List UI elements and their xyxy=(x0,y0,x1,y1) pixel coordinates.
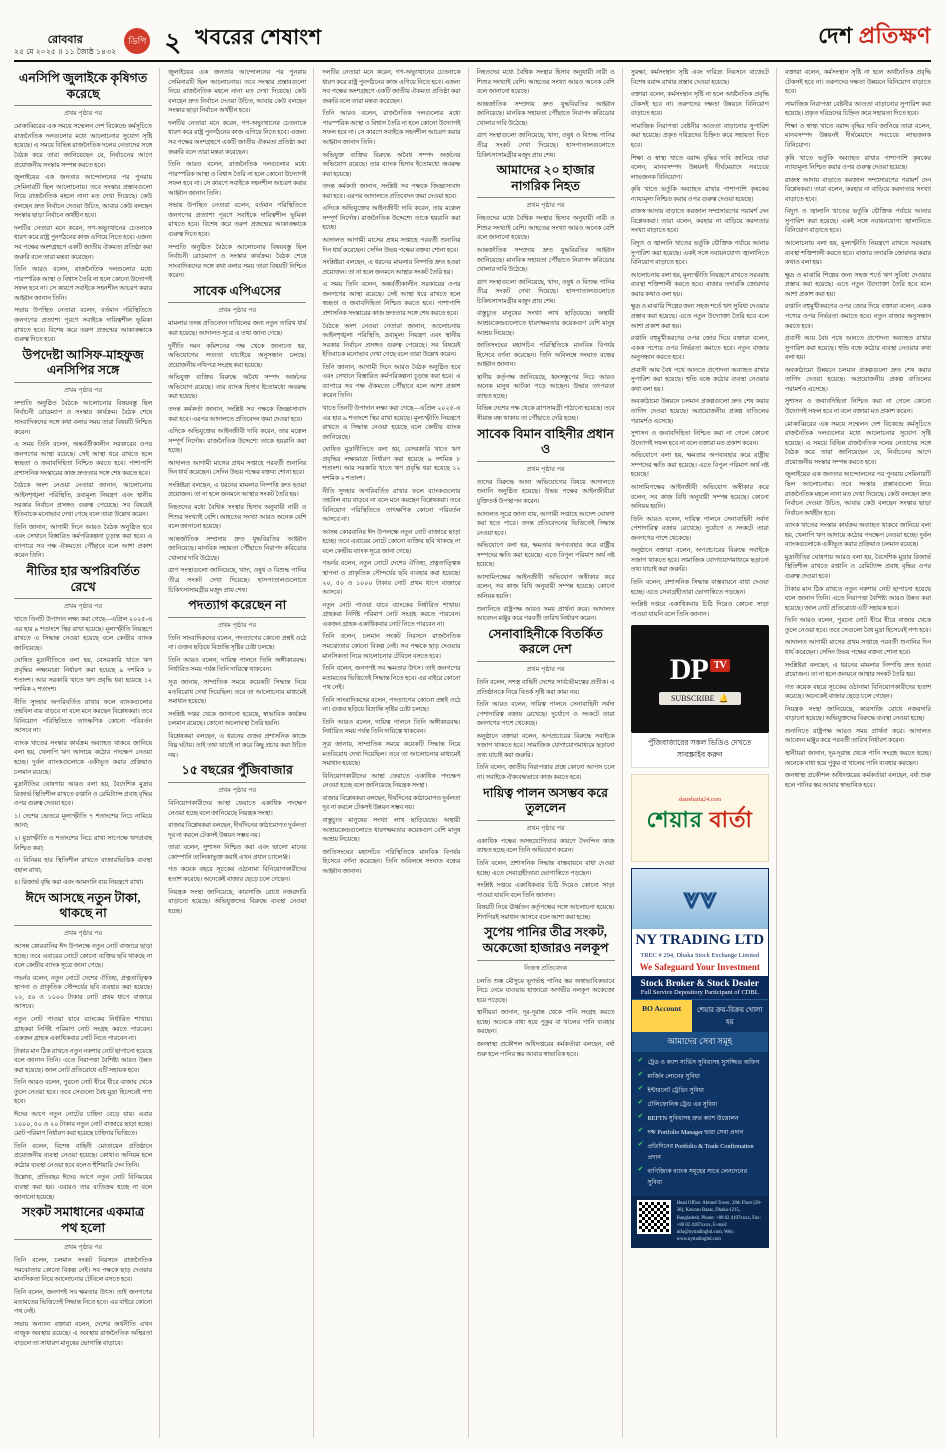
article-paragraph: ঘোষিত মুদ্রানীতিতে বলা হয়, বেসরকারি খাতে ঋণ প্রবৃদ্ধির লক্ষ্যমাত্রা নির্ধারণ করা হয়েছে ৯ দশমিক ৮ শতাংশ। আর সরকারি খাতে ঋণ প্রবৃদ্ধি ধরা হয়েছে ১২ দশমিক ২ শতাংশ। xyxy=(322,446,461,482)
article-paragraph: তিনি আরও বলেন, রাজনৈতিক দলগুলোর মধ্যে পারস্পরিক আস্থা ও বিশ্বাস তৈরি না হলে কোনো উদ্যোগই সফল হবে না। সে কারণে সবাইকে সহনশীল আচরণ করার আহ্বান জানান তিনি। xyxy=(168,161,307,197)
sharebarta-title-first: শেয়ার xyxy=(646,806,703,832)
article-paragraph: ক্ষুদ্র ও মাঝারি শিল্পের জন্য সহজ শর্তে ঋণ সুবিধা দেওয়ার প্রস্তাব করা হয়েছে। এতে নতুন উদ্যোক্তা তৈরি হবে বলে আশা প্রকাশ করা হয়। xyxy=(630,303,769,330)
article-headline: সুপেয় পানির তীব্র সংকট, অকেজো হাজারও নলকূপ xyxy=(477,925,615,960)
ny-trading-trec: TREC # 294, Dhaka Stock Exchange Limited xyxy=(632,952,768,962)
dp-tv-logo-icon xyxy=(670,653,730,687)
article-headline: এনসিপি জুলাইকে কৃষিগত করেছে xyxy=(14,71,152,106)
article-paragraph: শুনানিতে রাষ্ট্রপক্ষ আরও সময় প্রার্থনা করে। আদালত আবেদন মঞ্জুর করে পরবর্তী তারিখ নির্ধারণ করেন। xyxy=(476,605,615,623)
article-paragraph: দলটির নেতারা মনে করেন, গণ-অভ্যুত্থানের চেতনাকে ধারণ করে রাষ্ট্র পুনর্গঠনের কাজ এগিয়ে নিতে হবে। এজন্য সব পক্ষের অংশগ্রহণে একটি জাতীয় ঐকমত্য প্রতিষ্ঠা করা জরুরি বলে তারা মন্তব্য করেছেন। xyxy=(322,69,461,105)
article-paragraph: অনুষ্ঠানে বক্তারা বলেন, অপপ্রচারের বিরুদ্ধে সবাইকে সজাগ থাকতে হবে। সামাজিক যোগাযোগমাধ্যমে ছড়ানো তথ্য যাচাই করা জরুরি। xyxy=(630,547,769,574)
check-icon: ✔ xyxy=(637,1140,644,1149)
article-paragraph: মামলার তদন্ত প্রতিবেদন দাখিলের জন্য নতুন তারিখ ধার্য করা হয়েছে। আদালত সূত্রে এ তথ্য জানা গেছে। xyxy=(168,320,307,337)
service-item xyxy=(638,1127,762,1138)
article-paragraph: জুলাইয়ের এক জনতার আন্দোলনের পর পুনরায় সেমিনারটি ছিল আলোচনায়। তবে সংস্কার প্রস্তাবগুলো নিয়ে রাজনৈতিক মহলে নানা মত দেখা দিয়েছে। কেউ বলছেন দ্রুত নির্বাচন দেওয়া উচিত, আবার কেউ বলছেন সংস্কার ছাড়া নির্বাচন অর্থহীন হবে। xyxy=(784,471,931,517)
check-icon: ✔ xyxy=(637,1056,644,1065)
article-paragraph: তদন্ত কর্মকর্তা জানান, সংশ্লিষ্ট সব পক্ষকে জিজ্ঞাসাবাদ করা হবে। এরপর আদালতে প্রতিবেদন জমা দেওয়া হবে। xyxy=(168,405,307,423)
article-paragraph: রপ্তানি বহুমুখীকরণের ওপর জোর দিয়ে বক্তারা বলেন, একক পণ্যের ওপর নির্ভরতা কমাতে হবে। নতুন বাজার অনুসন্ধান করতে হবে। xyxy=(630,335,769,362)
bell-icon: 🔔 xyxy=(718,694,729,704)
ad-dp-tv-caption: পুঁজিবাজারের সকল ভিডিও দেখতে সাবস্ক্রাইব করুন xyxy=(631,733,769,768)
ny-trading-services-title: আমাদের সেবা সমূহ xyxy=(632,1032,768,1052)
publication-date: ২৫ মে ২০২৫ ॥ ১১ জ্যৈষ্ঠ ১৪৩২ xyxy=(14,46,117,56)
service-item xyxy=(638,1113,762,1124)
article-byline: প্রথম পৃষ্ঠার পর xyxy=(218,787,257,795)
article-byline: প্রথম পৃষ্ঠার পর xyxy=(218,621,257,629)
article-paragraph: এদিকে অভিযুক্তের আইনজীবী দাবি করেন, তার মক্কেল সম্পূর্ণ নির্দোষ। রাজনৈতিক উদ্দেশ্যে তাকে হয়রানি করা হচ্ছে। xyxy=(168,428,307,455)
service-item xyxy=(638,1141,762,1163)
article-paragraph: মোকাব্বিরের এক সময়ে সম্মেলন দেশ বিকেন্দ্রে কর্মসূচিতে রাজনৈতিক দলগুলোর মধ্যে আলোচনার সুযোগ সৃষ্টি হয়েছে। এ সময়ে বিভিন্ন রাজনৈতিক দলের নেতাদের সঙ্গে বৈঠক করে তারা জানিয়েছেন যে, নির্বাচনের আগে প্রয়োজনীয় সংস্কার সম্পন্ন করতে হবে। xyxy=(784,420,931,466)
article-paragraph: তিনি আরও বলেন, রাজনৈতিক দলগুলোর মধ্যে পারস্পরিক আস্থা ও বিশ্বাস তৈরি না হলে কোনো উদ্যোগই সফল হবে না। সে কারণে সবাইকে সহনশীল আচরণ করার আহ্বান জানান তিনি। xyxy=(14,266,153,302)
article-paragraph: তিনি আরও বলেন, দায়িত্ব পালনে সেনাবাহিনী সর্বদা পেশাদারিত্ব বজায় রেখেছে। দুর্যোগে ও সংকটে তারা জনগণের পাশে থেকেছে। xyxy=(476,701,615,728)
check-icon: ✔ xyxy=(637,1098,644,1107)
ny-trading-services-list xyxy=(632,1052,768,1196)
article-paragraph: তিনি বলেন, সশস্ত্র বাহিনী দেশের সার্বভৌমত্বের প্রতীক। এ প্রতিষ্ঠানকে নিয়ে বিতর্ক সৃষ্টি করা কাম্য নয়। xyxy=(476,678,615,696)
article-paragraph: নিয়ন্ত্রক সংস্থা জানিয়েছে, কারসাজি রোধে নজরদারি বাড়ানো হয়েছে। অভিযুক্তদের বিরুদ্ধে ব্যবস্থা নেওয়া হচ্ছে। xyxy=(784,705,931,723)
qr-code-icon xyxy=(637,1200,671,1234)
ny-trading-hero-image xyxy=(632,869,768,929)
dp-logo-text: DP xyxy=(669,653,708,687)
article-paragraph: আলোচনায় বলা হয়, মূল্যস্ফীতি নিয়ন্ত্রণে রাখতে সরবরাহ ব্যবস্থা শক্তিশালী করতে হবে। বাজার তদারকি জোরদার করার কথাও বলা হয়। xyxy=(784,240,931,267)
article-paragraph: সংশ্লিষ্টরা বলছেন, এ ধরনের মামলার নিষ্পত্তি দ্রুত হওয়া প্রয়োজন। তা না হলে জনমনে আস্থার সংকট তৈরি হয়। xyxy=(784,661,931,679)
column-1 xyxy=(14,68,160,1438)
article-paragraph: ক্ষুদ্র ও মাঝারি শিল্পের জন্য সহজ শর্তে ঋণ সুবিধা দেওয়ার প্রস্তাব করা হয়েছে। এতে নতুন উদ্যোক্তা তৈরি হবে বলে আশা প্রকাশ করা হয়। xyxy=(784,271,931,298)
article-paragraph: জুলাইয়ের এক জনতার আন্দোলনের পর পুনরায় সেমিনারটি ছিল আলোচনায়। তবে সংস্কার প্রস্তাবগুলো নিয়ে রাজনৈতিক মহলে নানা মত দেখা দিয়েছে। কেউ বলছেন দ্রুত নির্বাচন দেওয়া উচিত, আবার কেউ বলছেন সংস্কার ছাড়া নির্বাচন অর্থহীন হবে। xyxy=(168,69,307,115)
article-paragraph: তাদের বিরুদ্ধে আনা অভিযোগের বিষয়ে আদালতে শুনানি অনুষ্ঠিত হয়েছে। উভয় পক্ষের আইনজীবীরা যুক্তিতর্ক উপস্থাপন করেন। xyxy=(476,478,615,505)
article-paragraph: আদালত আগামী মাসের প্রথম সপ্তাহে পরবর্তী শুনানির দিন ধার্য করেছেন। সেদিন উভয় পক্ষের বক্তব্য শোনা হবে। xyxy=(322,237,461,254)
article-paragraph: তিনি সাংবাদিকদের বলেন, পদত্যাগের কোনো প্রশ্নই ওঠে না। গুজব ছড়িয়ে বিভ্রান্তি সৃষ্টির চেষ্টা চলছে। xyxy=(322,696,461,714)
article-paragraph: জুলাইয়ের এক জনতার আন্দোলনের পর পুনরায় সেমিনারটি ছিল আলোচনায়। তবে সংস্কার প্রস্তাবগুলো নিয়ে রাজনৈতিক মহলে নানা মত দেখা দিয়েছে। কেউ বলছেন দ্রুত নির্বাচন দেওয়া উচিত, আবার কেউ বলছেন সংস্কার ছাড়া নির্বাচন অর্থহীন হবে। xyxy=(14,174,153,220)
article-paragraph: বক্তারা বলেন, কর্মসংস্থান সৃষ্টি না হলে অর্থনৈতিক প্রবৃদ্ধি টেকসই হবে না। তরুণদের দক্ষতা উন্নয়নে বিনিয়োগ বাড়াতে হবে। xyxy=(784,69,931,96)
column-5 xyxy=(631,68,777,1438)
article-paragraph: সামাজিক নিরাপত্তা বেষ্টনীর আওতা বাড়ানোর সুপারিশ করা হয়েছে। প্রকৃত দরিদ্রদের চিহ্নিত করে সহায়তা দিতে হবে। xyxy=(630,122,769,149)
section-title: খবরের শেষাংশ xyxy=(195,25,322,49)
article-paragraph: ঘোষিত মুদ্রানীতিতে বলা হয়, বেসরকারি খাতে ঋণ প্রবৃদ্ধির লক্ষ্যমাত্রা নির্ধারণ করা হয়েছে ৯ দশমিক ৮ শতাংশ। আর সরকারি খাতে ঋণ প্রবৃদ্ধি ধরা হয়েছে ১২ দশমিক ২ শতাংশ। xyxy=(14,657,153,694)
service-item xyxy=(638,1166,762,1188)
article-paragraph: সুরক্ষা, কর্মসংস্থান সৃষ্টি এবং দারিদ্র্য নিরসনে বাজেটে বিশেষ বরাদ্দ রাখার প্রস্তাব দেওয়া হয়েছে। xyxy=(630,69,769,86)
article-paragraph: ত্রাণ সংস্থাগুলো জানিয়েছে, খাদ্য, ওষুধ ও বিশুদ্ধ পানির তীব্র সংকট দেখা দিয়েছে। হাসপাতালগুলোতে চিকিৎসাসামগ্রীর মজুদ প্রায় শেষ। xyxy=(476,278,615,305)
sharebarta-title-second: বার্তা xyxy=(709,806,753,832)
article-paragraph: ব্যাংক খাতের সংস্কার কার্যক্রম অব্যাহত থাকবে জানিয়ে বলা হয়, খেলাপি ঋণ আদায়ে কঠোর পদক্ষেপ নেওয়া হচ্ছে। দুর্বল ব্যাংকগুলোকে একীভূত করার প্রক্রিয়াও চলমান রয়েছে। xyxy=(14,739,153,776)
ny-trading-bar-title: Stock Broker & Stock Dealer xyxy=(640,979,759,990)
article-paragraph: তিনি আরও বলেন, দায়িত্ব পালনে তিনি অঙ্গীকারবদ্ধ। নির্ধারিত সময় পর্যন্ত তিনি দায়িত্বে থাকবেন। xyxy=(322,718,461,736)
article-paragraph: খাতে তিনটি উপাদান লক্ষ্য করা গেছে—এপ্রিল ২০২৫-এ এর হার ৯ শতাংশে স্থির রাখা হয়েছে। মূল্যস্ফীতি নিয়ন্ত্রণে রাখতে এ সিদ্ধান্ত নেওয়া হয়েছে বলে কেন্দ্রীয় ব্যাংক জানিয়েছে। xyxy=(14,616,153,652)
service-item xyxy=(638,1071,762,1082)
service-label: BEFTN সুবিধাসহ দ্রুত ক্যাশ উত্তোলন xyxy=(647,1115,739,1123)
article-paragraph: সুশাসন ও জবাবদিহিতা নিশ্চিত করা না গেলে কোনো উদ্যোগই সফল হবে না বলে বক্তারা মত প্রকাশ করেন। xyxy=(784,398,931,415)
article-paragraph: শুনানিতে রাষ্ট্রপক্ষ আরও সময় প্রার্থনা করে। আদালত আবেদন মঞ্জুর করে পরবর্তী তারিখ নির্ধারণ করেন। xyxy=(784,727,931,745)
article-paragraph: অবকাঠামো উন্নয়নে চলমান প্রকল্পগুলো দ্রুত শেষ করার তাগিদ দেওয়া হয়েছে। অপ্রয়োজনীয় প্রকল্প বাতিলের পরামর্শও এসেছে। xyxy=(630,398,769,425)
column-3 xyxy=(322,68,468,1438)
article-list-item: ১। দেশের ভেতরে মূল্যস্ফীতি ৭ শতাংশের নিচে নামিয়ে আনা; xyxy=(14,812,153,830)
article-paragraph: বিভিন্ন দেশের পক্ষ থেকে ত্রাণসামগ্রী পাঠানো হয়েছে। তবে সীমান্ত বন্ধ থাকায় তা পৌঁছাতে দেরি হচ্ছে। xyxy=(476,405,615,422)
article-paragraph: বিদ্যুৎ ও জ্বালানি খাতের ভর্তুকি যৌক্তিক পর্যায়ে আনার সুপারিশ করা হয়েছে। একই সঙ্গে নবায়নযোগ্য জ্বালানিতে বিনিয়োগ বাড়াতে হবে। xyxy=(630,240,769,267)
subscribe-button[interactable] xyxy=(659,692,741,705)
publication-day: রোববার xyxy=(47,33,83,46)
article-paragraph: টাকার মান ঠিক রাখতে নতুন নকশার নোট ছাপানো হয়েছে বলে জানান তিনি। এতে নিরাপত্তা বৈশিষ্ট্য আরও উন্নত করা হয়েছে। জাল নোট প্রতিরোধে এটি সহায়ক হবে। xyxy=(784,585,931,612)
article-paragraph: মুদ্রানীতির ঘোষণায় আরও বলা হয়, বৈদেশিক মুদ্রার রিজার্ভ স্থিতিশীল রাখতে রপ্তানি ও রেমিট্যান্স প্রবাহ বৃদ্ধির ওপর গুরুত্ব দেওয়া হবে। xyxy=(784,553,931,580)
article-paragraph: আসামিপক্ষের আইনজীবী অভিযোগ অস্বীকার করে বলেন, সব কাজ বিধি অনুযায়ী সম্পন্ন হয়েছে। কোনো অনিয়ম হয়নি। xyxy=(630,483,769,511)
article-paragraph: সভায় অন্যান্য বক্তারা বলেন, দেশের অর্থনীতি এখন নাজুক অবস্থায় রয়েছে। এ অবস্থায় রাজনৈতিক অস্থিরতা বাড়লে তা সাধারণ মানুষের ভোগান্তি বাড়াবে। xyxy=(14,1320,153,1347)
article-paragraph: প্রবাসী আয় বৈধ পথে আনতে প্রণোদনা অব্যাহত রাখার সুপারিশ করা হয়েছে। হুন্ডি বন্ধে কঠোর ব্যবস্থা নেওয়ার কথা বলা হয়। xyxy=(630,366,769,393)
article-paragraph: বিষয়টি নিয়ে ঊর্ধ্বতন কর্তৃপক্ষের সঙ্গে আলোচনা হয়েছে। শিগগিরই সমাধান আসবে বলে আশা করা হচ্ছে। xyxy=(476,904,615,921)
article-paragraph: তিনি বলেন, প্রশাসনিক সিদ্ধান্ত বাস্তবায়নে বাধা দেওয়া হচ্ছে। এতে সেবাগ্রহীতারা ভোগান্তিতে পড়ছেন। xyxy=(476,859,615,877)
service-item xyxy=(638,1057,762,1068)
article-paragraph: আদালত আগামী মাসের প্রথম সপ্তাহে পরবর্তী শুনানির দিন ধার্য করেছেন। সেদিন উভয় পক্ষের বক্তব্য শোনা হবে। xyxy=(784,639,931,656)
article-byline: প্রথম পৃষ্ঠার পর xyxy=(64,1244,103,1252)
article-paragraph: নিয়ন্ত্রক সংস্থা জানিয়েছে, কারসাজি রোধে নজরদারি বাড়ানো হয়েছে। অভিযুক্তদের বিরুদ্ধে ব্যবস্থা নেওয়া হচ্ছে। xyxy=(168,888,307,915)
article-paragraph: সভায় উপস্থিত নেতারা বলেন, বর্তমান পরিস্থিতিতে জনগণের প্রত্যাশা পূরণে সবাইকে দায়িত্বশীল ভূমিকা রাখতে হবে। বিশেষ করে তরুণ প্রজন্মের আকাঙ্ক্ষাকে গুরুত্ব দিতে হবে। xyxy=(14,307,153,344)
article-paragraph: মোকাব্বিরের এক সময়ে সম্মেলন দেশ বিকেন্দ্রে কর্মসূচিতে রাজনৈতিক দলগুলোর মধ্যে আলোচনার সুযোগ সৃষ্টি হয়েছে। এ সময়ে বিভিন্ন রাজনৈতিক দলের নেতাদের সঙ্গে বৈঠক করে তারা জানিয়েছেন যে, নির্বাচনের আগে প্রয়োজনীয় সংস্কার সম্পন্ন করতে হবে। xyxy=(14,123,153,169)
article-paragraph: বাস্তুচ্যুত মানুষের সংখ্যা লাখ ছাড়িয়েছে। অস্থায়ী আশ্রয়কেন্দ্রগুলোতে ধারণক্ষমতার কয়েকগুণ বেশি মানুষ আশ্রয় নিয়েছে। xyxy=(322,816,461,844)
article-paragraph: অভিযুক্ত ব্যক্তির বিরুদ্ধে অবৈধ সম্পদ অর্জনের অভিযোগ রয়েছে। তার ব্যাংক হিসাব ইতোমধ্যে অবরুদ্ধ করা হয়েছে। xyxy=(168,374,307,401)
article-paragraph: জাতিসংঘের মহাসচিব পরিস্থিতিকে মানবিক বিপর্যয় হিসেবে বর্ণনা করেছেন। তিনি অবিলম্বে সংঘাত বন্ধের আহ্বান জানান। xyxy=(322,848,461,875)
article-byline: প্রথম পৃষ্ঠার পর xyxy=(526,202,565,210)
masthead-left xyxy=(14,21,322,56)
ad-dp-tv-banner[interactable] xyxy=(631,625,769,733)
sharebarta-url: sharebarta24.com xyxy=(678,796,721,803)
article-headline: আমাদের ২০ হাজার নাগরিক নিহত xyxy=(477,163,615,198)
article-paragraph: তিনি আরও বলেন, দায়িত্ব পালনে তিনি অঙ্গীকারবদ্ধ। নির্ধারিত সময় পর্যন্ত তিনি দায়িত্বে থাকবেন। xyxy=(168,656,307,674)
article-paragraph: সভায় উপস্থিত নেতারা বলেন, বর্তমান পরিস্থিতিতে জনগণের প্রত্যাশা পূরণে সবাইকে দায়িত্বশীল ভূমিকা রাখতে হবে। বিশেষ করে তরুণ প্রজন্মের আকাঙ্ক্ষাকে গুরুত্ব দিতে হবে। xyxy=(168,202,307,238)
article-paragraph: তিনি আরও বলেন, পুরনো নোট ধীরে ধীরে বাজার থেকে তুলে নেওয়া হবে। তবে সেগুলো বৈধ মুদ্রা হিসেবেই গণ্য হবে। xyxy=(784,617,931,634)
service-label: ইন্টারনেট ট্রেডিং সুবিধা xyxy=(647,1087,704,1095)
article-paragraph: জাতিসংঘের মহাসচিব পরিস্থিতিকে মানবিক বিপর্যয় হিসেবে বর্ণনা করেছেন। তিনি অবিলম্বে সংঘাত বন্ধের আহ্বান জানান। xyxy=(476,342,615,369)
article-paragraph: দলটির নেতারা মনে করেন, গণ-অভ্যুত্থানের চেতনাকে ধারণ করে রাষ্ট্র পুনর্গঠনের কাজ এগিয়ে নিতে হবে। এজন্য সব পক্ষের অংশগ্রহণে একটি জাতীয় ঐকমত্য প্রতিষ্ঠা করা জরুরি বলে তারা মন্তব্য করেছেন। xyxy=(14,224,153,261)
bo-account-label: BO Account xyxy=(632,1000,692,1032)
article-byline: প্রথম পৃষ্ঠার পর xyxy=(218,307,257,315)
article-paragraph: টাকার মান ঠিক রাখতে নতুন নকশার নোট ছাপানো হয়েছে বলে জানান তিনি। এতে নিরাপত্তা বৈশিষ্ট্য আরও উন্নত করা হয়েছে। জাল নোট প্রতিরোধে এটি সহায়ক হবে। xyxy=(14,1047,153,1074)
dp-round-logo-icon: ডিপি xyxy=(124,28,150,54)
article-paragraph: বিশ্লেষকরা বলছেন, এ ধরনের গুজব প্রশাসনিক কাজে বিঘ্ন ঘটায়। তাই তথ্য যাচাই না করে কিছু প্রচার করা উচিত নয়। xyxy=(168,732,307,759)
article-paragraph: সুশাসন ও জবাবদিহিতা নিশ্চিত করা না গেলে কোনো উদ্যোগই সফল হবে না বলে বক্তারা মত প্রকাশ করেন। xyxy=(630,430,769,447)
article-paragraph: অভিযুক্ত ব্যক্তির বিরুদ্ধে অবৈধ সম্পদ অর্জনের অভিযোগ রয়েছে। তার ব্যাংক হিসাব ইতোমধ্যে অবরুদ্ধ করা হয়েছে। xyxy=(322,151,461,178)
article-headline: উপদেষ্টা আসিফ-মাহফুজ এনসিপির সঙ্গে xyxy=(14,348,152,383)
article-paragraph: সংশ্লিষ্ট দপ্তরে একাধিকবার চিঠি দিয়েও কোনো সাড়া পাওয়া যায়নি বলে তিনি জানান। xyxy=(630,601,769,618)
column-6 xyxy=(785,68,931,1438)
article-paragraph: তিনি বলেন, চলমান সংকট নিরসনে রাজনৈতিক সমঝোতার কোনো বিকল্প নেই। সব পক্ষকে ছাড় দেওয়ার মানসিকতা নিয়ে আলোচনার টেবিলে বসতে হবে। xyxy=(322,633,461,660)
article-paragraph: আসন্ন কোরবানির ঈদ উপলক্ষে নতুন নোট বাজারে ছাড়া হচ্ছে। তবে এবারের নোটে কোনো ব্যক্তির ছবি থাকছে না বলে কেন্দ্রীয় ব্যাংক সূত্রে জানা গেছে। xyxy=(322,528,461,555)
article-paragraph: নতুন নোট পাওয়া যাবে ব্যাংকের নির্ধারিত শাখায়। গ্রাহকরা নির্দিষ্ট পরিমাণ নোট সংগ্রহ করতে পারবেন। একজন গ্রাহক একাধিকবার নোট নিতে পারবেন না। xyxy=(322,601,461,628)
article-paragraph: তিনি জানান, আগামী দিনে আরও বৈঠক অনুষ্ঠিত হবে এবং সেখানে বিস্তারিত কর্মপরিকল্পনা চূড়ান্ত করা হবে। এ ব্যাপারে সব পক্ষ ঐকমত্যে পৌঁছাবে বলে আশা প্রকাশ করেন তিনি। xyxy=(322,363,461,400)
ad-sharebarta[interactable] xyxy=(631,774,769,862)
article-headline: সেনাবাহিনীকে বিতর্কিত করলে দেশ xyxy=(477,627,615,662)
check-icon: ✔ xyxy=(637,1126,644,1135)
article-paragraph: দুর্নীতি দমন কমিশনের পক্ষ থেকে জানানো হয়, অভিযোগের সত্যতা যাচাইয়ে অনুসন্ধান চলছে। প্রয়োজনীয় নথিপত্র সংগ্রহ করা হয়েছে। xyxy=(168,342,307,369)
brand-first-word: দেশ xyxy=(818,23,853,48)
article-paragraph: সংশ্লিষ্ট দপ্তর থেকে জানানো হয়েছে, স্বাভাবিক কার্যক্রম চলমান রয়েছে। কোনো অচলাবস্থা তৈরি হয়নি। xyxy=(168,710,307,728)
article-paragraph: দলটির নেতারা মনে করেন, গণ-অভ্যুত্থানের চেতনাকে ধারণ করে রাষ্ট্র পুনর্গঠনের কাজ এগিয়ে নিতে হবে। এজন্য সব পক্ষের অংশগ্রহণে একটি জাতীয় ঐকমত্য প্রতিষ্ঠা করা জরুরি বলে তারা মন্তব্য করেছেন। xyxy=(168,119,307,156)
column-2 xyxy=(168,68,314,1438)
article-paragraph: গত কয়েক বছরে সূচকের ওঠানামা বিনিয়োগকারীদের হতাশ করেছে। অনেকেই বাজার ছেড়ে চলে গেছেন। xyxy=(784,683,931,701)
ny-trading-services-bar xyxy=(632,976,768,999)
article-paragraph: তিনি আরও বলেন, দায়িত্ব পালনে সেনাবাহিনী সর্বদা পেশাদারিত্ব বজায় রেখেছে। দুর্যোগে ও সংকটে তারা জনগণের পাশে থেকেছে। xyxy=(630,515,769,542)
article-byline: প্রথম পৃষ্ঠার পর xyxy=(64,386,103,394)
service-label: বাণিজ্যিক ব্যাংক সমূহের সাথে লেনদেনের সুবিধা xyxy=(647,1168,748,1187)
article-paragraph: বাস্তুচ্যুত মানুষের সংখ্যা লাখ ছাড়িয়েছে। অস্থায়ী আশ্রয়কেন্দ্রগুলোতে ধারণক্ষমতার কয়েকগুণ বেশি মানুষ আশ্রয় নিয়েছে। xyxy=(476,310,615,337)
service-label: প্রতিদিনের Portfolio & Trade Confirmation প্রদান xyxy=(647,1143,754,1162)
article-paragraph: বিনিয়োগকারীদের আস্থা ফেরাতে একাধিক পদক্ষেপ নেওয়া হচ্ছে বলে জানিয়েছে নিয়ন্ত্রক সংস্থা। xyxy=(322,772,461,790)
masthead-right xyxy=(818,19,931,56)
article-paragraph: তিনি বলেন, বিশেষ বাহিনী মোতায়েন প্রতিষ্ঠানে প্রয়োজনীয় ব্যবস্থা নেওয়া হয়েছে। কোথাও অনিয়ম হলে কঠোর ব্যবস্থা নেওয়া হবে বলেও হুঁশিয়ারি দেন তিনি। xyxy=(14,1142,153,1169)
subscribe-label: SUBSCRIBE xyxy=(670,694,715,704)
article-paragraph: তিনি আরও বলেন, পুরনো নোট ধীরে ধীরে বাজার থেকে তুলে নেওয়া হবে। তবে সেগুলো বৈধ মুদ্রা হিসেবেই গণ্য হবে। xyxy=(14,1079,153,1106)
article-paragraph: তারা বলেন, সুশাসন নিশ্চিত করা এবং ভালো মানের কোম্পানি তালিকাভুক্ত করাই এখন প্রধান চ্যালেঞ্জ। xyxy=(168,844,307,861)
tv-badge: TV xyxy=(710,659,730,672)
sharebarta-title xyxy=(647,803,753,840)
article-headline: নীতির হার অপরিবর্তিত রেখে xyxy=(14,564,152,599)
service-item xyxy=(638,1099,762,1110)
article-paragraph: নতুন নোট পাওয়া যাবে ব্যাংকের নির্ধারিত শাখায়। গ্রাহকরা নির্দিষ্ট পরিমাণ নোট সংগ্রহ করতে পারবেন। একজন গ্রাহক একাধিকবার নোট নিতে পারবেন না। xyxy=(14,1015,153,1043)
article-list-item: ৩। বিনিময় হার স্থিতিশীল রাখতে বাজারভিত্তিক ব্যবস্থা বহাল রাখা; xyxy=(14,857,153,874)
article-paragraph: চলতি শুষ্ক মৌসুমে ভূগর্ভস্থ পানির স্তর অস্বাভাবিকভাবে নিচে নেমে যাওয়ায় হাজারো অগভীর নলকূপ অকেজো হয়ে পড়েছে। xyxy=(476,977,615,1004)
ny-trading-account-row xyxy=(632,999,768,1032)
article-headline: সংকট সমাধানের একমাত্র পথ হলো xyxy=(14,1205,152,1240)
check-icon: ✔ xyxy=(637,1165,644,1174)
article-paragraph: কৃষি খাতে ভর্তুকি অব্যাহত রাখার পাশাপাশি কৃষকের ন্যায্যমূল্য নিশ্চিত করার ওপর গুরুত্ব দেওয়া হয়েছে। xyxy=(784,154,931,172)
ny-trading-footer xyxy=(632,1196,768,1247)
service-label: দক্ষ Portfolio Manager দ্বারা সেবা প্রদান xyxy=(647,1129,744,1137)
service-label: টেলিফোনিক ট্রেড এর সুবিধা xyxy=(647,1101,718,1109)
article-paragraph: সংশ্লিষ্ট দপ্তরে একাধিকবার চিঠি দিয়েও কোনো সাড়া পাওয়া যায়নি বলে তিনি জানান। xyxy=(476,882,615,899)
article-byline: প্রথম পৃষ্ঠার পর xyxy=(64,603,103,611)
article-paragraph: আসন্ন কোরবানির ঈদ উপলক্ষে নতুন নোট বাজারে ছাড়া হচ্ছে। তবে এবারের নোটে কোনো ব্যক্তির ছবি থাকছে না বলে কেন্দ্রীয় ব্যাংক সূত্রে জানা গেছে। xyxy=(14,943,153,970)
article-paragraph: গভর্নর বলেন, নতুন নোটে দেশের ঐতিহ্য, প্রত্নতাত্ত্বিক স্থাপনা ও প্রাকৃতিক সৌন্দর্যের ছবি ব্যবহার করা হয়েছে। ২০, ৫০ ও ১০০০ টাকার নোট প্রথম ধাপে বাজারে আসবে। xyxy=(14,974,153,1011)
article-paragraph: সংশ্লিষ্টরা বলছেন, এ ধরনের মামলার নিষ্পত্তি দ্রুত হওয়া প্রয়োজন। তা না হলে জনমনে আস্থার সংকট তৈরি হয়। xyxy=(168,481,307,499)
article-paragraph: ব্যাংক খাতের সংস্কার কার্যক্রম অব্যাহত থাকবে জানিয়ে বলা হয়, খেলাপি ঋণ আদায়ে কঠোর পদক্ষেপ নেওয়া হচ্ছে। দুর্বল ব্যাংকগুলোকে একীভূত করার প্রক্রিয়াও চলমান রয়েছে। xyxy=(784,522,931,549)
article-paragraph: সূত্র জানায়, সাম্প্রতিক সময়ে কয়েকটি সিদ্ধান্ত নিয়ে মতবিরোধ দেখা দিয়েছিল। তবে তা আলোচনার মাধ্যমেই সমাধান হয়েছে। xyxy=(322,741,461,768)
article-byline: প্রথম পৃষ্ঠার পর xyxy=(526,465,565,473)
article-paragraph: তিনি সাংবাদিকদের বলেন, পদত্যাগের কোনো প্রশ্নই ওঠে না। গুজব ছড়িয়ে বিভ্রান্তি সৃষ্টির চেষ্টা চলছে। xyxy=(168,634,307,652)
article-paragraph: রাজস্ব আদায় বাড়াতে করজাল সম্প্রসারণের পরামর্শ দেন বিশ্লেষকরা। তারা বলেন, করহার না বাড়িয়ে করদাতার সংখ্যা বাড়াতে হবে। xyxy=(630,208,769,235)
article-byline: প্রথম পৃষ্ঠার পর xyxy=(526,665,565,673)
article-paragraph: নিহতদের মধ্যে বৈশ্বিক সংস্থার হিসাব অনুযায়ী নারী ও শিশুর সংখ্যাই বেশি। আহতের সংখ্যা আরও অনেক বেশি বলে জানানো হয়েছে। xyxy=(168,504,307,531)
article-paragraph: শিক্ষা ও স্বাস্থ্য খাতে বরাদ্দ বৃদ্ধির দাবি জানিয়ে তারা বলেন, মানবসম্পদ উন্নয়নই দীর্ঘমেয়াদে সবচেয়ে লাভজনক বিনিয়োগ। xyxy=(784,122,931,149)
ny-trading-logo-icon: ⩔⩔ xyxy=(682,882,717,916)
date-block xyxy=(14,34,116,56)
article-paragraph: গত কয়েক বছরে সূচকের ওঠানামা বিনিয়োগকারীদের হতাশ করেছে। অনেকেই বাজার ছেড়ে চলে গেছেন। xyxy=(168,866,307,883)
ny-trading-tagline: We Safeguard Your Investment xyxy=(632,962,768,976)
article-paragraph: নীতি সুদহার অপরিবর্তিত রাখার ফলে ব্যাংকগুলোর তহবিল ব্যয় বাড়বে না বলে মনে করছেন বিশ্লেষকরা। তবে বিনিয়োগ পরিস্থিতিতে তাৎক্ষণিক কোনো পরিবর্তন আসবে না। xyxy=(14,698,153,735)
column-4 xyxy=(477,68,623,1438)
article-paragraph: আদালত সূত্রে জানা যায়, আগামী সপ্তাহে আদেশ ঘোষণা করা হতে পারে। তদন্ত প্রতিবেদনের ভিত্তিতেই সিদ্ধান্ত নেওয়া হবে। xyxy=(476,510,615,537)
trade-label: শেয়ার ক্রয়-বিক্রয় খোলা হয় xyxy=(692,1000,768,1032)
article-paragraph: তিনি বলেন, জনগণই সব ক্ষমতার উৎস। তাই জনগণের মতামতের ভিত্তিতেই সিদ্ধান্ত নিতে হবে। এর বাইরে কোনো পথ নেই। xyxy=(14,1289,153,1316)
article-paragraph: আদালত আগামী মাসের প্রথম সপ্তাহে পরবর্তী শুনানির দিন ধার্য করেছেন। সেদিন উভয় পক্ষের বক্তব্য শোনা হবে। xyxy=(168,459,307,477)
article-paragraph: আন্তর্জাতিক সম্প্রদায় দ্রুত যুদ্ধবিরতির আহ্বান জানিয়েছে। মানবিক সহায়তা পৌঁছাতে নিরাপদ করিডোর খোলার দাবি উঠেছে। xyxy=(168,535,307,562)
article-paragraph: তদন্ত কর্মকর্তা জানান, সংশ্লিষ্ট সব পক্ষকে জিজ্ঞাসাবাদ করা হবে। এরপর আদালতে প্রতিবেদন জমা দেওয়া হবে। xyxy=(322,183,461,200)
ad-ny-trading[interactable] xyxy=(631,868,769,1248)
article-paragraph: অবকাঠামো উন্নয়নে চলমান প্রকল্পগুলো দ্রুত শেষ করার তাগিদ দেওয়া হয়েছে। অপ্রয়োজনীয় প্রকল্প বাতিলের পরামর্শও এসেছে। xyxy=(784,366,931,393)
article-paragraph: বিদ্যুৎ ও জ্বালানি খাতের ভর্তুকি যৌক্তিক পর্যায়ে আনার সুপারিশ করা হয়েছে। একই সঙ্গে নবায়নযোগ্য জ্বালানিতে বিনিয়োগ বাড়াতে হবে। xyxy=(784,208,931,235)
masthead xyxy=(14,10,931,62)
service-item xyxy=(638,1085,762,1096)
article-paragraph: সামাজিক নিরাপত্তা বেষ্টনীর আওতা বাড়ানোর সুপারিশ করা হয়েছে। প্রকৃত দরিদ্রদের চিহ্নিত করে সহায়তা দিতে হবে। xyxy=(784,100,931,118)
article-paragraph: নিহতদের মধ্যে বৈশ্বিক সংস্থার হিসাব অনুযায়ী নারী ও শিশুর সংখ্যাই বেশি। আহতের সংখ্যা আরও অনেক বেশি বলে জানানো হয়েছে। xyxy=(476,69,615,96)
article-paragraph: সংশ্লিষ্টরা বলছেন, এ ধরনের মামলার নিষ্পত্তি দ্রুত হওয়া প্রয়োজন। তা না হলে জনমনে আস্থার সংকট তৈরি হয়। xyxy=(322,259,461,276)
brand-name xyxy=(818,19,931,56)
article-paragraph: নীতি সুদহার অপরিবর্তিত রাখার ফলে ব্যাংকগুলোর তহবিল ব্যয় বাড়বে না বলে মনে করছেন বিশ্লেষকরা। তবে বিনিয়োগ পরিস্থিতিতে তাৎক্ষণিক কোনো পরিবর্তন আসবে না। xyxy=(322,487,461,524)
ny-trading-bar-sub: Full Service Depository Participant of CDBL xyxy=(640,989,759,997)
article-paragraph: আন্তর্জাতিক সম্প্রদায় দ্রুত যুদ্ধবিরতির আহ্বান জানিয়েছে। মানবিক সহায়তা পৌঁছাতে নিরাপদ করিডোর খোলার দাবি উঠেছে। xyxy=(476,100,615,127)
article-headline: সাবেক এপিএসের xyxy=(168,284,306,304)
article-paragraph: বৈঠকে অংশ নেওয়া নেতারা জানান, আলোচনায় আইনশৃঙ্খলা পরিস্থিতি, দ্রব্যমূল্য নিয়ন্ত্রণ এবং স্থানীয় সরকার নির্বাচন প্রসঙ্গও গুরুত্ব পেয়েছে। সব বিষয়েই ইতিবাচক মনোভাব দেখা গেছে বলে তারা উল্লেখ করেন। xyxy=(322,322,461,359)
article-paragraph: বাজার বিশ্লেষকরা বলছেন, দীর্ঘদিনের কাঠামোগত দুর্বলতা দূর না করলে টেকসই উন্নয়ন সম্ভব নয়। xyxy=(168,822,307,839)
article-paragraph: অনুষ্ঠানে বক্তারা বলেন, অপপ্রচারের বিরুদ্ধে সবাইকে সজাগ থাকতে হবে। সামাজিক যোগাযোগমাধ্যমে ছড়ানো তথ্য যাচাই করা জরুরি। xyxy=(476,732,615,759)
article-paragraph: বাজার বিশ্লেষকরা বলছেন, দীর্ঘদিনের কাঠামোগত দুর্বলতা দূর না করলে টেকসই উন্নয়ন সম্ভব নয়। xyxy=(322,794,461,812)
service-label: ট্রেড ও ক্যাশ সার্ভিস সুবিধাসহ সুসজ্জিত অফিস xyxy=(647,1059,760,1067)
article-headline: ঈদে আসছে নতুন টাকা, থাকছে না xyxy=(14,891,152,926)
article-paragraph: তিনি আরও বলেন, রাজনৈতিক দলগুলোর মধ্যে পারস্পরিক আস্থা ও বিশ্বাস তৈরি না হলে কোনো উদ্যোগই সফল হবে না। সে কারণে সবাইকে সহনশীল আচরণ করার আহ্বান জানান তিনি। xyxy=(322,110,461,146)
article-headline: ১৫ বছরের পুঁজিবাজার xyxy=(168,763,306,783)
service-label: মার্জিন লোনের সুবিধা xyxy=(647,1073,700,1081)
article-paragraph: ঈদের আগে নতুন নোটের চাহিদা বেড়ে যায়। এবার ১০০০, ৫০ ও ২০ টাকার নতুন নোট বাজারে ছাড়া হচ্ছে। মোট পরিমাণ নির্ধারণ করা হয়েছে চাহিদার ভিত্তিতে। xyxy=(14,1111,153,1138)
article-paragraph: প্রবাসী আয় বৈধ পথে আনতে প্রণোদনা অব্যাহত রাখার সুপারিশ করা হয়েছে। হুন্ডি বন্ধে কঠোর ব্যবস্থা নেওয়ার কথা বলা হয়। xyxy=(784,335,931,362)
article-paragraph: রাজস্ব আদায় বাড়াতে করজাল সম্প্রসারণের পরামর্শ দেন বিশ্লেষকরা। তারা বলেন, করহার না বাড়িয়ে করদাতার সংখ্যা বাড়াতে হবে। xyxy=(784,176,931,203)
article-headline: সাবেক বিমান বাহিনীর প্রধান ও xyxy=(477,427,615,462)
article-paragraph: সম্প্রতি অনুষ্ঠিত বৈঠকে আলোচনার বিষয়বস্তু ছিল নির্বাচনী রোডম্যাপ ও সংস্কার কার্যক্রম। বৈঠক শেষে সাংবাদিকদের সঙ্গে কথা বলার সময় তারা বিষয়টি নিশ্চিত করেন। xyxy=(14,399,153,436)
article-paragraph: অভিযোগে বলা হয়, ক্ষমতার অপব্যবহার করে রাষ্ট্রীয় সম্পদের ক্ষতি করা হয়েছে। এতে বিপুল পরিমাণ অর্থ নষ্ট হয়েছে। xyxy=(476,542,615,569)
article-paragraph: অভিযোগে বলা হয়, ক্ষমতার অপব্যবহার করে রাষ্ট্রীয় সম্পদের ক্ষতি করা হয়েছে। এতে বিপুল পরিমাণ অর্থ নষ্ট হয়েছে। xyxy=(630,452,769,479)
article-paragraph: বিনিয়োগকারীদের আস্থা ফেরাতে একাধিক পদক্ষেপ নেওয়া হচ্ছে বলে জানিয়েছে নিয়ন্ত্রক সংস্থা। xyxy=(168,800,307,817)
article-paragraph: আন্তর্জাতিক সম্প্রদায় দ্রুত যুদ্ধবিরতির আহ্বান জানিয়েছে। মানবিক সহায়তা পৌঁছাতে নিরাপদ করিডোর খোলার দাবি উঠেছে। xyxy=(476,247,615,274)
article-paragraph: স্থানীয়রা জানান, দূর-দূরান্ত থেকে পানি সংগ্রহ করতে হচ্ছে। অনেকে বাধ্য হয়ে পুকুর বা খালের পানি ব্যবহার করছেন। xyxy=(784,750,931,767)
article-byline: প্রথম পৃষ্ঠার পর xyxy=(64,110,103,118)
check-icon: ✔ xyxy=(637,1070,644,1079)
article-paragraph: একাধিক পক্ষের অসহযোগিতার কারণে দৈনন্দিন কাজ ব্যাহত হচ্ছে বলে তিনি অভিযোগ করেন। xyxy=(476,837,615,855)
article-paragraph: ত্রাণ সংস্থাগুলো জানিয়েছে, খাদ্য, ওষুধ ও বিশুদ্ধ পানির তীব্র সংকট দেখা দিয়েছে। হাসপাতালগুলোতে চিকিৎসাসামগ্রীর মজুদ প্রায় শেষ। xyxy=(168,567,307,594)
article-headline: দায়িত্ব পালন অসম্ভব করে তুললেন xyxy=(477,786,615,821)
article-paragraph: এ সময় তিনি বলেন, অন্তর্বর্তীকালীন সরকারের ওপর জনগণের আস্থা রয়েছে। সেই আস্থা ধরে রাখতে হলে স্বচ্ছতা ও জবাবদিহিতা নিশ্চিত করতে হবে। পাশাপাশি প্রশাসনিক সংস্কারের কাজ দ্রুততার সঙ্গে শেষ করতে হবে। xyxy=(14,441,153,477)
page-number: ২ xyxy=(164,28,182,57)
article-paragraph: জনস্বাস্থ্য প্রকৌশল অধিদপ্তরের কর্মকর্তারা বলছেন, বর্ষা শুরু হলে পানির স্তর আবার স্বাভাবিক হবে। xyxy=(784,772,931,789)
article-paragraph: সম্প্রতি অনুষ্ঠিত বৈঠকে আলোচনার বিষয়বস্তু ছিল নির্বাচনী রোডম্যাপ ও সংস্কার কার্যক্রম। বৈঠক শেষে সাংবাদিকদের সঙ্গে কথা বলার সময় তারা বিষয়টি নিশ্চিত করেন। xyxy=(168,243,307,280)
article-paragraph: উল্লেখ্য, প্রতিবছর ঈদের আগে নতুন নোট বিনিময়ের ব্যবস্থা করা হয়। এবারও তার ব্যতিক্রম হচ্ছে না বলে জানানো হয়েছে। xyxy=(14,1174,153,1201)
article-paragraph: রপ্তানি বহুমুখীকরণের ওপর জোর দিয়ে বক্তারা বলেন, একক পণ্যের ওপর নির্ভরতা কমাতে হবে। নতুন বাজার অনুসন্ধান করতে হবে। xyxy=(784,303,931,330)
article-byline: নিজস্ব প্রতিবেদক xyxy=(524,964,568,972)
article-paragraph: স্থানীয়রা জানান, দূর-দূরান্ত থেকে পানি সংগ্রহ করতে হচ্ছে। অনেকে বাধ্য হয়ে পুকুর বা খালের পানি ব্যবহার করছেন। xyxy=(476,1009,615,1036)
article-paragraph: তিনি বলেন, প্রশাসনিক সিদ্ধান্ত বাস্তবায়নে বাধা দেওয়া হচ্ছে। এতে সেবাগ্রহীতারা ভোগান্তিতে পড়ছেন। xyxy=(630,579,769,596)
columns-grid xyxy=(14,68,931,1438)
ny-trading-name: NY TRADING LTD xyxy=(632,929,768,952)
article-paragraph: গভর্নর বলেন, নতুন নোটে দেশের ঐতিহ্য, প্রত্নতাত্ত্বিক স্থাপনা ও প্রাকৃতিক সৌন্দর্যের ছবি ব্যবহার করা হয়েছে। ২০, ৫০ ও ১০০০ টাকার নোট প্রথম ধাপে বাজারে আসবে। xyxy=(322,560,461,597)
check-icon: ✔ xyxy=(637,1112,644,1121)
article-paragraph: আলোচনায় বলা হয়, মূল্যস্ফীতি নিয়ন্ত্রণে রাখতে সরবরাহ ব্যবস্থা শক্তিশালী করতে হবে। বাজার তদারকি জোরদার করার কথাও বলা হয়। xyxy=(630,271,769,298)
article-paragraph: এ সময় তিনি বলেন, অন্তর্বর্তীকালীন সরকারের ওপর জনগণের আস্থা রয়েছে। সেই আস্থা ধরে রাখতে হলে স্বচ্ছতা ও জবাবদিহিতা নিশ্চিত করতে হবে। পাশাপাশি প্রশাসনিক সংস্কারের কাজ দ্রুততার সঙ্গে শেষ করতে হবে। xyxy=(322,281,461,317)
check-icon: ✔ xyxy=(637,1084,644,1093)
ad-dp-tv[interactable] xyxy=(631,625,769,768)
article-paragraph: বক্তারা বলেন, কর্মসংস্থান সৃষ্টি না হলে অর্থনৈতিক প্রবৃদ্ধি টেকসই হবে না। তরুণদের দক্ষতা উন্নয়নে বিনিয়োগ বাড়াতে হবে। xyxy=(630,91,769,118)
article-paragraph: তিনি বলেন, চলমান সংকট নিরসনে রাজনৈতিক সমঝোতার কোনো বিকল্প নেই। সব পক্ষকে ছাড় দেওয়ার মানসিকতা নিয়ে আলোচনার টেবিলে বসতে হবে। xyxy=(14,1257,153,1284)
article-paragraph: স্থানীয় কর্তৃপক্ষ জানিয়েছে, ধ্বংসস্তূপের নিচে আরও অনেক মানুষ আটকা পড়ে আছেন। উদ্ধার তৎপরতা ব্যাহত হচ্ছে। xyxy=(476,373,615,400)
article-byline: প্রথম পৃষ্ঠার পর xyxy=(526,824,565,832)
article-paragraph: বৈঠকে অংশ নেওয়া নেতারা জানান, আলোচনায় আইনশৃঙ্খলা পরিস্থিতি, দ্রব্যমূল্য নিয়ন্ত্রণ এবং স্থানীয় সরকার নির্বাচন প্রসঙ্গও গুরুত্ব পেয়েছে। সব বিষয়েই ইতিবাচক মনোভাব দেখা গেছে বলে তারা উল্লেখ করেন। xyxy=(14,482,153,519)
article-paragraph: জনস্বাস্থ্য প্রকৌশল অধিদপ্তরের কর্মকর্তারা বলছেন, বর্ষা শুরু হলে পানির স্তর আবার স্বাভাবিক হবে। xyxy=(476,1040,615,1058)
article-paragraph: সূত্র জানায়, সাম্প্রতিক সময়ে কয়েকটি সিদ্ধান্ত নিয়ে মতবিরোধ দেখা দিয়েছিল। তবে তা আলোচনার মাধ্যমেই সমাধান হয়েছে। xyxy=(168,678,307,706)
ny-trading-address: Head Office: Ahmed Tower, 28th Floor (28-30), Kawran Bazar, Dhaka-1215, Bangladesh. Phone: +88 02 4107xxxx, Fax: +88 02 4107xxxx, E-mail: info@nytradingltd.com, Web: www.nytradingltd.com xyxy=(676,1201,762,1243)
article-headline: পদত্যাগ করেছেন না xyxy=(168,598,306,618)
article-paragraph: এদিকে অভিযুক্তের আইনজীবী দাবি করেন, তার মক্কেল সম্পূর্ণ নির্দোষ। রাজনৈতিক উদ্দেশ্যে তাকে হয়রানি করা হচ্ছে। xyxy=(322,205,461,232)
article-paragraph: শিক্ষা ও স্বাস্থ্য খাতে বরাদ্দ বৃদ্ধির দাবি জানিয়ে তারা বলেন, মানবসম্পদ উন্নয়নই দীর্ঘমেয়াদে সবচেয়ে লাভজনক বিনিয়োগ। xyxy=(630,154,769,181)
article-paragraph: তিনি বলেন, জাতীয় নিরাপত্তার প্রশ্নে কোনো আপস চলে না। সবাইকে ঐক্যবদ্ধভাবে কাজ করতে হবে। xyxy=(476,764,615,781)
article-paragraph: ত্রাণ সংস্থাগুলো জানিয়েছে, খাদ্য, ওষুধ ও বিশুদ্ধ পানির তীব্র সংকট দেখা দিয়েছে। হাসপাতালগুলোতে চিকিৎসাসামগ্রীর মজুদ প্রায় শেষ। xyxy=(476,132,615,159)
article-paragraph: তিনি বলেন, জনগণই সব ক্ষমতার উৎস। তাই জনগণের মতামতের ভিত্তিতেই সিদ্ধান্ত নিতে হবে। এর বাইরে কোনো পথ নেই। xyxy=(322,665,461,692)
article-paragraph: কৃষি খাতে ভর্তুকি অব্যাহত রাখার পাশাপাশি কৃষকের ন্যায্যমূল্য নিশ্চিত করার ওপর গুরুত্ব দেওয়া হয়েছে। xyxy=(630,186,769,203)
article-paragraph: মুদ্রানীতির ঘোষণায় আরও বলা হয়, বৈদেশিক মুদ্রার রিজার্ভ স্থিতিশীল রাখতে রপ্তানি ও রেমিট্যান্স প্রবাহ বৃদ্ধির ওপর গুরুত্ব দেওয়া হবে। xyxy=(14,781,153,808)
article-paragraph: তিনি জানান, আগামী দিনে আরও বৈঠক অনুষ্ঠিত হবে এবং সেখানে বিস্তারিত কর্মপরিকল্পনা চূড়ান্ত করা হবে। এ ব্যাপারে সব পক্ষ ঐকমত্যে পৌঁছাবে বলে আশা প্রকাশ করেন তিনি। xyxy=(14,523,153,560)
brand-second-word: প্রতিক্ষণ xyxy=(858,23,931,48)
article-paragraph: আসামিপক্ষের আইনজীবী অভিযোগ অস্বীকার করে বলেন, সব কাজ বিধি অনুযায়ী সম্পন্ন হয়েছে। কোনো অনিয়ম হয়নি। xyxy=(476,573,615,600)
article-paragraph: নিহতদের মধ্যে বৈশ্বিক সংস্থার হিসাব অনুযায়ী নারী ও শিশুর সংখ্যাই বেশি। আহতের সংখ্যা আরও অনেক বেশি বলে জানানো হয়েছে। xyxy=(476,215,615,242)
article-byline: প্রথম পৃষ্ঠার পর xyxy=(64,930,103,937)
article-list-item: ২। মুদ্রাস্ফীতি ও শতাংশের নিচে রাখা সাপেক্ষে ঋণপ্রবাহ নিশ্চিত করা; xyxy=(14,834,153,852)
article-paragraph: খাতে তিনটি উপাদান লক্ষ্য করা গেছে—এপ্রিল ২০২৫-এ এর হার ৯ শতাংশে স্থির রাখা হয়েছে। মূল্যস্ফীতি নিয়ন্ত্রণে রাখতে এ সিদ্ধান্ত নেওয়া হয়েছে বলে কেন্দ্রীয় ব্যাংক জানিয়েছে। xyxy=(322,405,461,441)
article-list-item: ৪। রিজার্ভ বৃদ্ধি করা এবং আমদানি ব্যয় নিয়ন্ত্রণে রাখা। xyxy=(14,879,144,887)
